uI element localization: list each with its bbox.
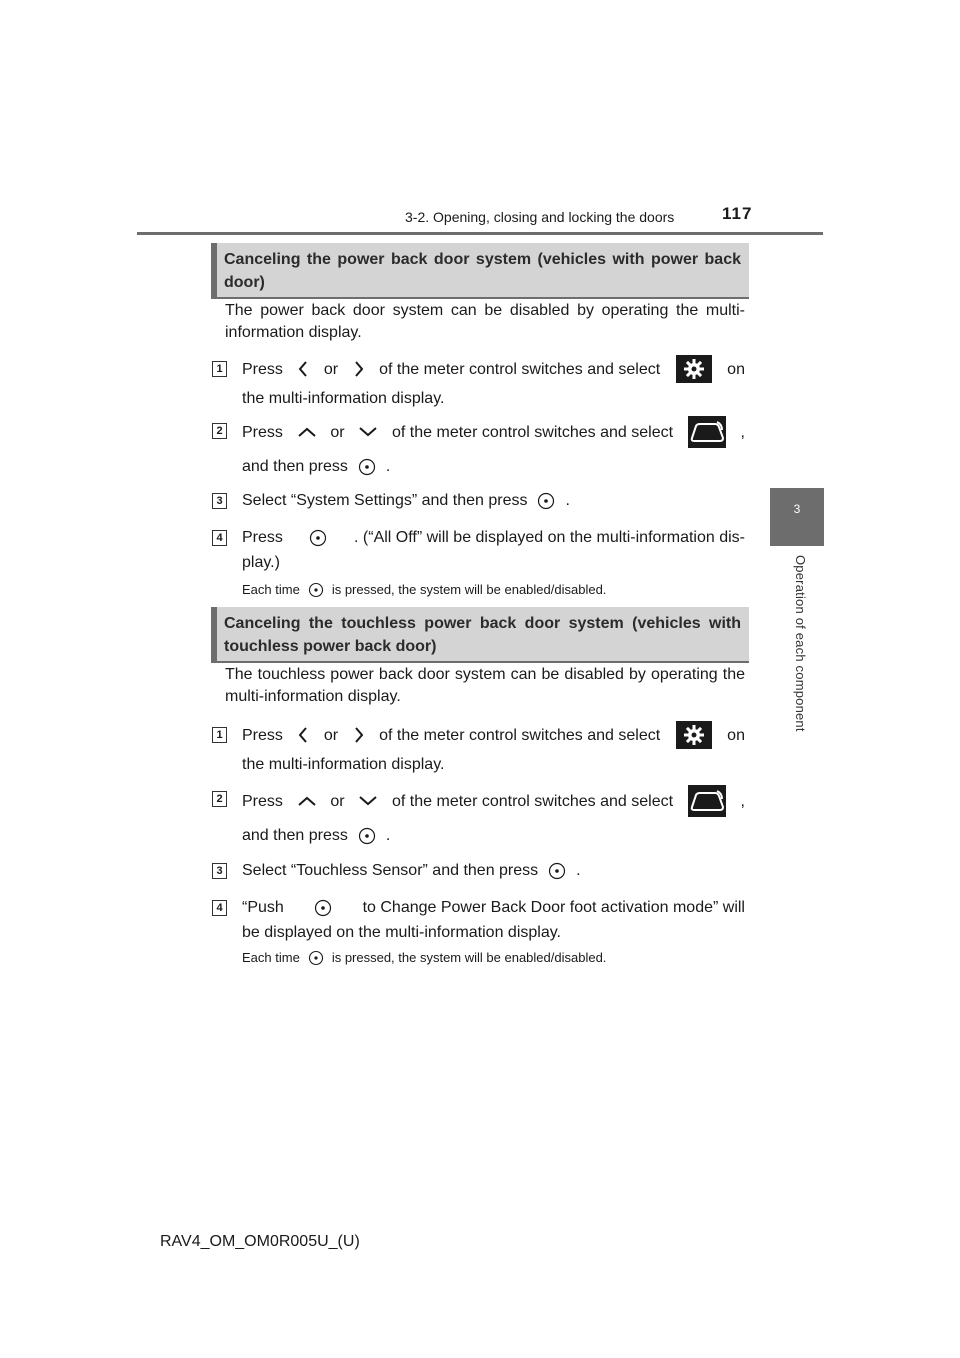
chevron-left-icon <box>298 361 308 377</box>
step-text: to Change Power Back Door foot activation mode” will <box>362 899 745 916</box>
step <box>242 416 745 479</box>
vehicle-back-door-icon <box>688 785 726 817</box>
step-text: and then press <box>242 458 348 475</box>
vehicle-back-door-icon <box>688 416 726 448</box>
enter-button-icon <box>537 492 555 510</box>
section-heading: Canceling the touchless power back door system (vehicles with touchless power back door) <box>211 607 749 663</box>
step-text: . <box>385 827 391 844</box>
enter-button-icon <box>309 529 327 547</box>
step-text: on <box>727 360 745 378</box>
enter-button-icon <box>308 950 324 966</box>
step-text: Press <box>242 529 283 546</box>
step-text: , <box>740 792 745 810</box>
section-intro: The power back door system can be disabled by operating the multi-information display. <box>225 302 745 341</box>
chevron-right-icon <box>354 361 364 377</box>
note <box>242 581 606 599</box>
chevron-right-icon <box>354 727 364 743</box>
note-text: Each time <box>242 582 300 597</box>
step-text: on <box>727 726 745 744</box>
enter-button-icon <box>358 827 376 845</box>
step-text: or <box>323 360 339 378</box>
step-text: or <box>330 792 345 810</box>
section-intro: The touchless power back door system can be disabled by operating the multi-information display. <box>225 666 745 705</box>
step-text: of the meter control switches and select <box>379 360 661 378</box>
step-number: 4 <box>212 530 227 546</box>
step-text: . (“All Off” will be displayed on the multi-information dis- <box>354 529 745 546</box>
step-number: 3 <box>212 863 227 879</box>
step-text: be displayed on the multi-information display. <box>242 924 561 941</box>
chevron-left-icon <box>298 727 308 743</box>
step-text: or <box>323 726 339 744</box>
step <box>242 355 745 411</box>
step-text: of the meter control switches and select <box>392 423 674 441</box>
step-text: Press <box>242 726 283 744</box>
step-text: Select “Touchless Sensor” and then press <box>242 862 539 879</box>
step-number: 3 <box>212 493 227 509</box>
step-text: the multi-information display. <box>242 390 445 407</box>
step-text: the multi-information display. <box>242 756 445 773</box>
chevron-down-icon <box>359 796 377 806</box>
step <box>242 525 745 575</box>
step-text: , <box>740 423 745 441</box>
settings-gear-icon <box>676 355 712 383</box>
chevron-down-icon <box>359 427 377 437</box>
note <box>242 949 606 967</box>
step-number: 1 <box>212 727 227 743</box>
step-text: Press <box>242 792 283 810</box>
enter-button-icon <box>548 862 566 880</box>
step-text: . <box>385 458 391 475</box>
step-text: play.) <box>242 554 280 571</box>
step <box>242 895 745 945</box>
step <box>242 721 745 777</box>
header-rule <box>137 232 823 235</box>
step-text: of the meter control switches and select <box>379 726 661 744</box>
document-code: RAV4_OM_OM0R005U_(U) <box>160 1233 360 1250</box>
step-text: and then press <box>242 827 348 844</box>
step <box>242 488 745 513</box>
step-text: . <box>565 492 570 509</box>
step-text: Select “System Settings” and then press <box>242 492 528 509</box>
chevron-up-icon <box>298 427 316 437</box>
step <box>242 858 745 883</box>
note-text: Each time <box>242 950 300 965</box>
section-title: 3-2. Opening, closing and locking the doors <box>405 209 675 225</box>
chapter-tab: 3 <box>770 488 824 546</box>
step-text: Press <box>242 360 283 378</box>
step <box>242 785 745 848</box>
page-number: 117 <box>722 204 753 223</box>
step-text: Press <box>242 423 283 441</box>
step-number: 1 <box>212 361 227 377</box>
step-text: . <box>576 862 581 879</box>
step-number: 2 <box>212 791 227 807</box>
chapter-label: Operation of each component <box>793 555 808 732</box>
note-text: is pressed, the system will be enabled/disabled. <box>331 582 607 597</box>
step-number: 4 <box>212 900 227 916</box>
chevron-up-icon <box>298 796 316 806</box>
step-text: “Push <box>242 899 284 916</box>
enter-button-icon <box>358 458 376 476</box>
step-number: 2 <box>212 423 227 439</box>
note-text: is pressed, the system will be enabled/disabled. <box>331 950 607 965</box>
step-text: or <box>330 423 345 441</box>
enter-button-icon <box>314 899 332 917</box>
enter-button-icon <box>308 582 324 598</box>
step-text: of the meter control switches and select <box>392 792 674 810</box>
section-heading: Canceling the power back door system (vehicles with power back door) <box>211 243 749 299</box>
settings-gear-icon <box>676 721 712 749</box>
